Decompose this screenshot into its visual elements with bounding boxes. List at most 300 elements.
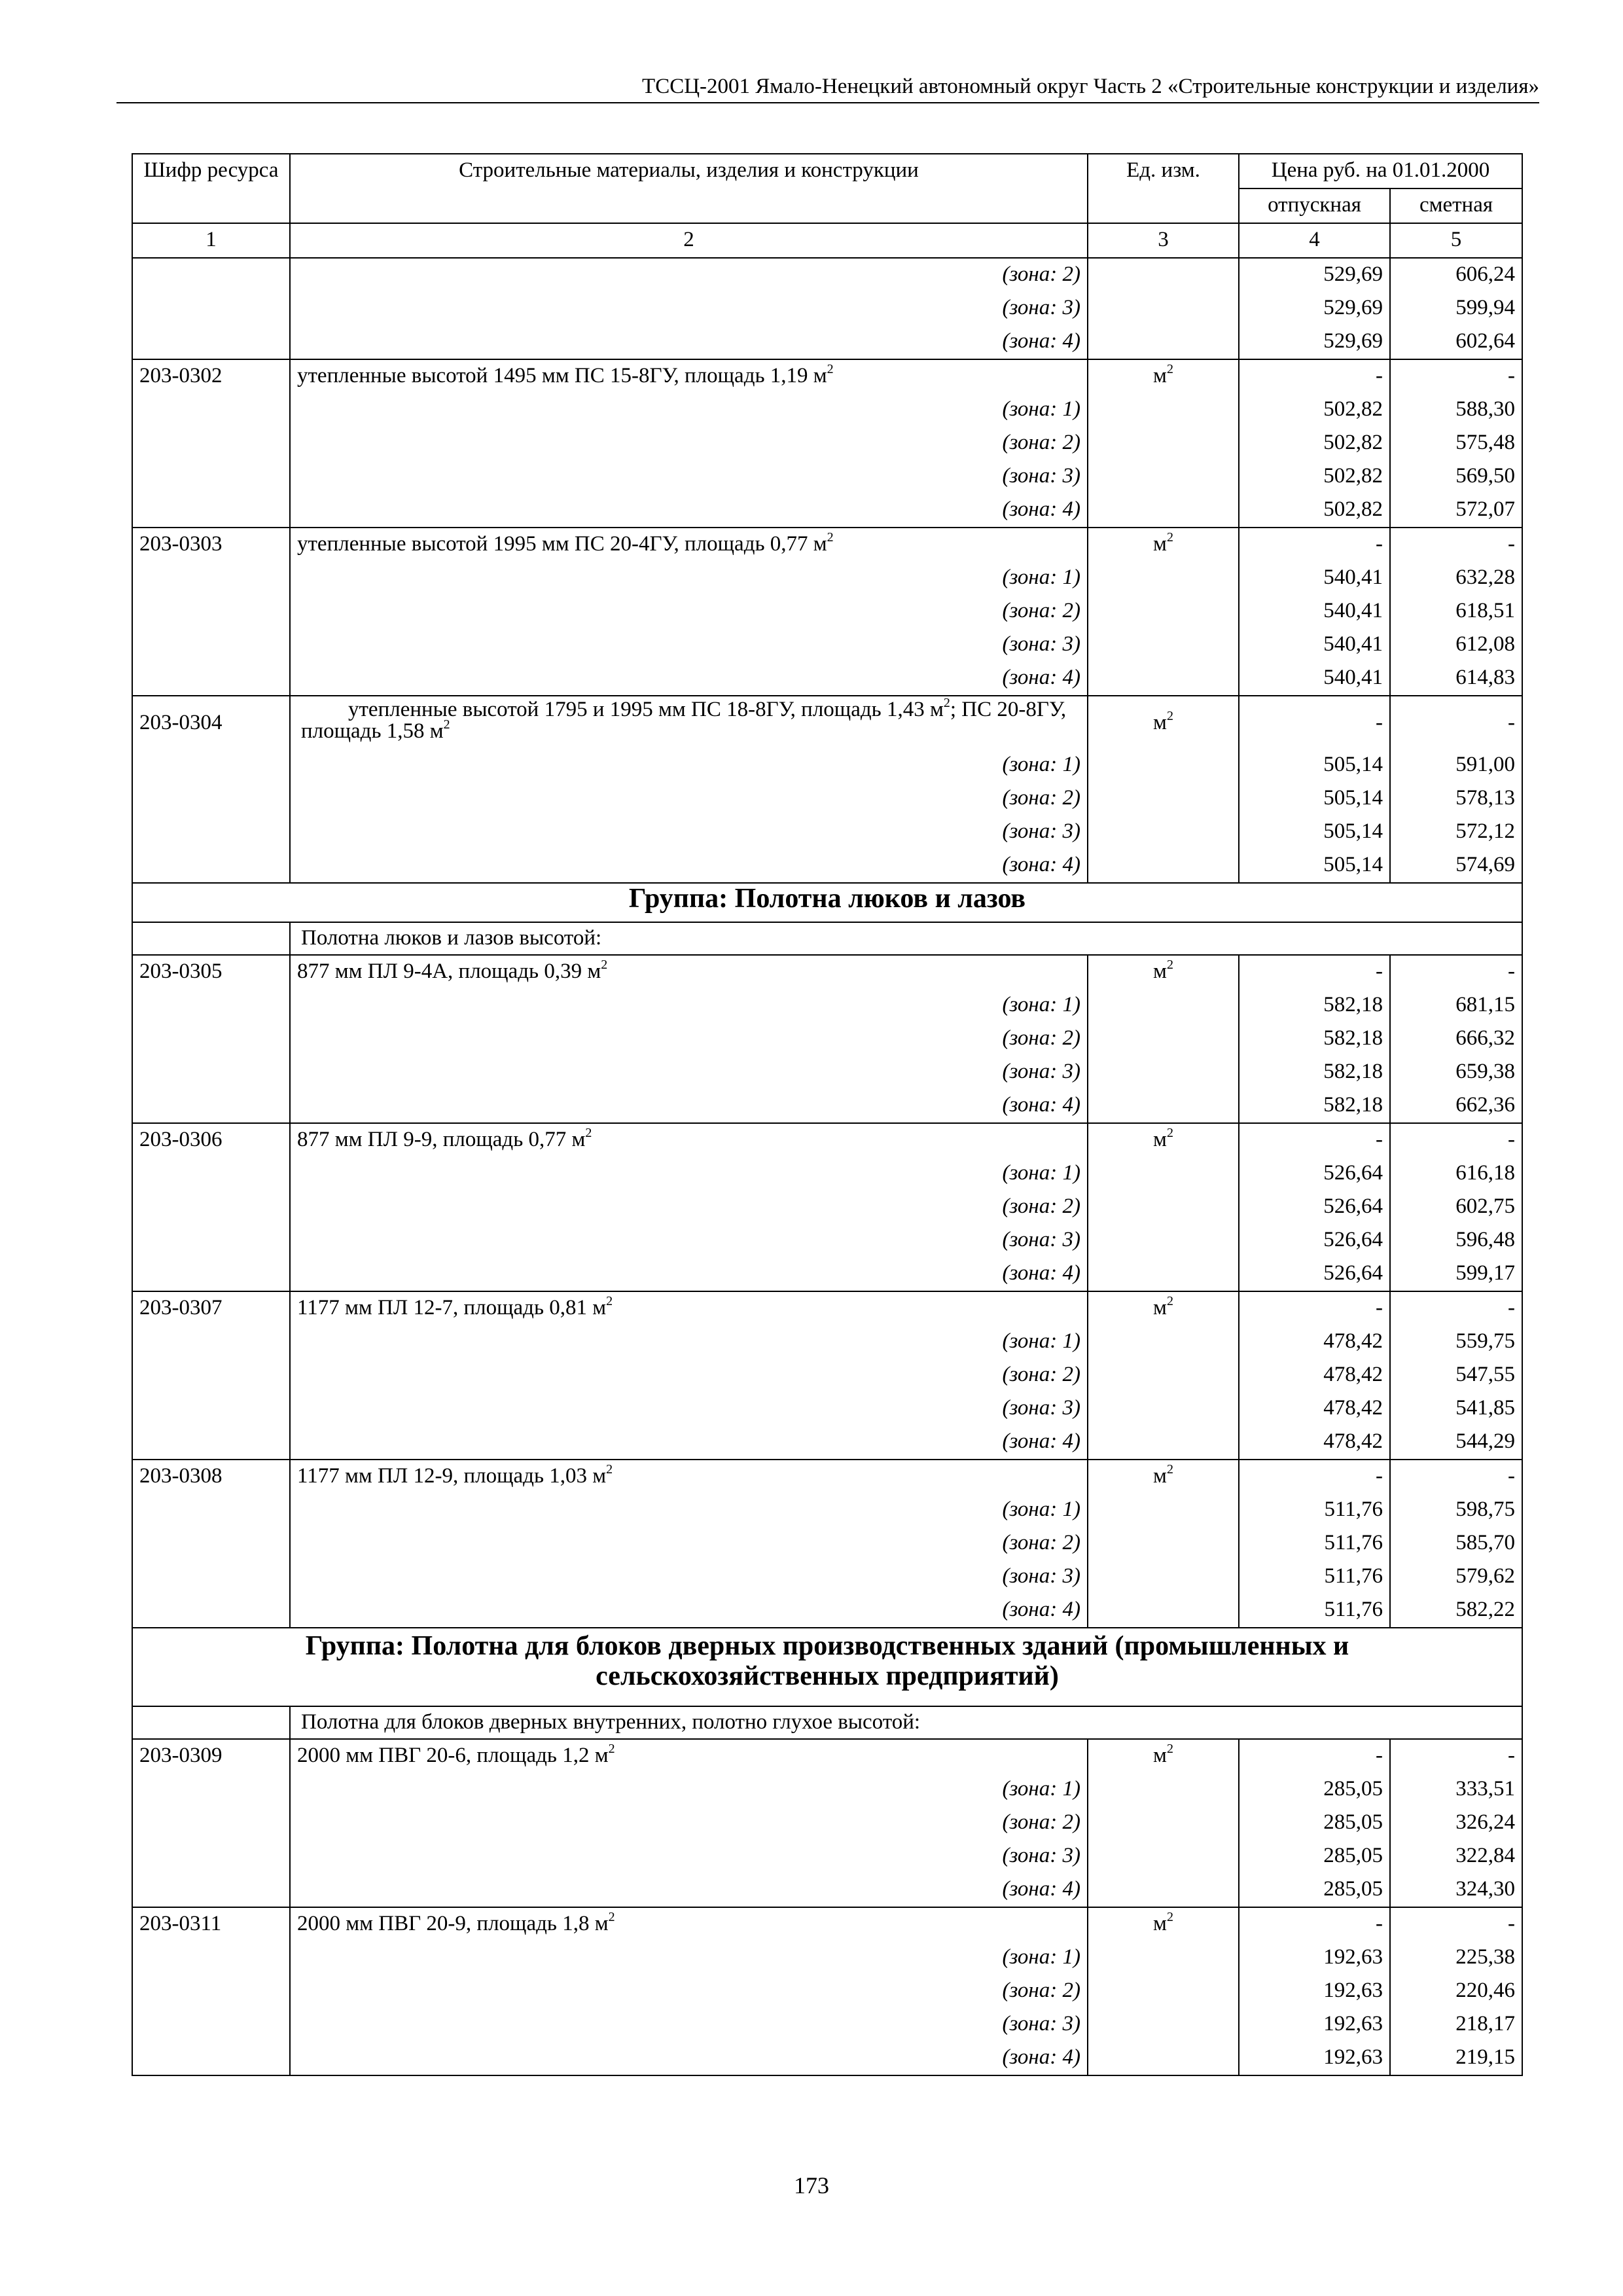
zone-label: (зона: 4) (290, 1426, 1088, 1460)
estimate-price: 225,38 (1390, 1941, 1522, 1975)
empty-cell (1088, 1191, 1239, 1224)
material-name: 2000 мм ПВГ 20-9, площадь 1,8 $м^2$ (290, 1907, 1088, 1941)
empty-cell (132, 1359, 290, 1392)
table-row (132, 955, 1522, 989)
empty-cell (132, 258, 290, 292)
table-row (132, 1426, 1522, 1460)
release-price: 502,82 (1239, 460, 1390, 493)
table-row (132, 1157, 1522, 1191)
resource-code: 203-0303 (132, 528, 290, 562)
empty-cell (1088, 1392, 1239, 1426)
estimate-price: 618,51 (1390, 595, 1522, 628)
table-row (132, 662, 1522, 696)
table-row (132, 1460, 1522, 1494)
resource-code: 203-0311 (132, 1907, 290, 1941)
estimate-price: 326,24 (1390, 1806, 1522, 1840)
column-number-row (132, 223, 1522, 258)
release-price: 540,41 (1239, 562, 1390, 595)
zone-label: (зона: 4) (290, 1257, 1088, 1291)
material-name: утепленные высотой 1995 мм ПС 20-4ГУ, площадь 0,77 $м^2$ (290, 528, 1088, 562)
table-row (132, 1494, 1522, 1527)
release-price: 502,82 (1239, 427, 1390, 460)
empty-cell (1088, 427, 1239, 460)
subgroup-row (132, 1706, 1522, 1739)
empty-cell (1088, 1325, 1239, 1359)
release-price: 478,42 (1239, 1392, 1390, 1426)
release-price: - (1239, 696, 1390, 749)
table-row (132, 816, 1522, 849)
items-section-a (132, 359, 1522, 696)
zone-label: (зона: 1) (290, 1157, 1088, 1191)
unit-of-measure: $м^2$ (1088, 528, 1239, 562)
empty-cell (132, 1157, 290, 1191)
table-row (132, 325, 1522, 359)
unit-of-measure: $м^2$ (1088, 359, 1239, 393)
empty-cell (1088, 595, 1239, 628)
unit-of-measure: $м^2$ (1088, 1739, 1239, 1773)
zone-label: (зона: 2) (290, 1359, 1088, 1392)
release-price: 505,14 (1239, 782, 1390, 816)
col-header-name: Строительные материалы, изделия и конструкции (290, 154, 1088, 223)
running-header: ТССЦ-2001 Ямало-Ненецкий автономный округ Часть 2 «Строительные конструкции и изделия» (116, 72, 1539, 103)
empty-cell (1088, 1224, 1239, 1257)
release-price: - (1239, 1460, 1390, 1494)
table-row (132, 1123, 1522, 1157)
table-row (132, 849, 1522, 883)
release-price: 505,14 (1239, 749, 1390, 782)
resource-code: 203-0304 (132, 696, 290, 749)
table-row (132, 1840, 1522, 1873)
estimate-price: 572,12 (1390, 816, 1522, 849)
release-price: - (1239, 1291, 1390, 1325)
zone-label: (зона: 3) (290, 816, 1088, 849)
estimate-price: - (1390, 1907, 1522, 1941)
col-header-release-price: отпускная (1239, 188, 1390, 223)
table-row (132, 782, 1522, 816)
empty-cell (132, 1873, 290, 1907)
empty-cell (132, 1426, 290, 1460)
release-price: - (1239, 359, 1390, 393)
empty-cell (1088, 628, 1239, 662)
estimate-price: 602,75 (1390, 1191, 1522, 1224)
continuation-rows (132, 258, 1522, 359)
empty-cell (132, 1392, 290, 1426)
estimate-price: 582,22 (1390, 1594, 1522, 1628)
zone-label: (зона: 3) (290, 1392, 1088, 1426)
empty-cell (132, 562, 290, 595)
column-number: 4 (1239, 223, 1390, 258)
empty-cell (132, 1941, 290, 1975)
empty-cell (1088, 1527, 1239, 1560)
zone-label: (зона: 3) (290, 2008, 1088, 2041)
zone-label: (зона: 4) (290, 2041, 1088, 2075)
zone-label: (зона: 1) (290, 1941, 1088, 1975)
zone-label: (зона: 3) (290, 1560, 1088, 1594)
estimate-price: 541,85 (1390, 1392, 1522, 1426)
table-row (132, 258, 1522, 292)
estimate-price: - (1390, 1460, 1522, 1494)
release-price: 511,76 (1239, 1527, 1390, 1560)
estimate-price: 219,15 (1390, 2041, 1522, 2075)
estimate-price: - (1390, 1123, 1522, 1157)
release-price: 285,05 (1239, 1873, 1390, 1907)
empty-cell (1088, 393, 1239, 427)
empty-cell (132, 1022, 290, 1056)
estimate-price: 547,55 (1390, 1359, 1522, 1392)
empty-cell (1088, 2041, 1239, 2075)
release-price: 192,63 (1239, 1941, 1390, 1975)
release-price: 478,42 (1239, 1426, 1390, 1460)
empty-cell (132, 1056, 290, 1089)
zone-label: (зона: 1) (290, 749, 1088, 782)
empty-cell (132, 1840, 290, 1873)
empty-cell (1088, 662, 1239, 696)
empty-cell (132, 989, 290, 1022)
empty-cell (1088, 1022, 1239, 1056)
table-row (132, 1392, 1522, 1426)
release-price: 582,18 (1239, 1022, 1390, 1056)
zone-label: (зона: 2) (290, 258, 1088, 292)
zone-label: (зона: 1) (290, 989, 1088, 1022)
release-price: 505,14 (1239, 816, 1390, 849)
table-row (132, 1089, 1522, 1123)
estimate-price: 632,28 (1390, 562, 1522, 595)
empty-cell (1088, 1594, 1239, 1628)
release-price: - (1239, 1739, 1390, 1773)
column-number: 3 (1088, 223, 1239, 258)
estimate-price: 591,00 (1390, 749, 1522, 782)
items-section-b (132, 955, 1522, 1628)
estimate-price: - (1390, 1739, 1522, 1773)
release-price: 505,14 (1239, 849, 1390, 883)
zone-label: (зона: 1) (290, 393, 1088, 427)
release-price: - (1239, 1123, 1390, 1157)
estimate-price: - (1390, 955, 1522, 989)
empty-cell (1088, 1494, 1239, 1527)
zone-label: (зона: 3) (290, 628, 1088, 662)
estimate-price: 324,30 (1390, 1873, 1522, 1907)
release-price: 526,64 (1239, 1257, 1390, 1291)
table-row (132, 1359, 1522, 1392)
zone-label: (зона: 1) (290, 1325, 1088, 1359)
zone-label: (зона: 2) (290, 595, 1088, 628)
table-row (132, 1873, 1522, 1907)
release-price: 285,05 (1239, 1773, 1390, 1806)
empty-cell (1088, 1257, 1239, 1291)
column-number: 2 (290, 223, 1088, 258)
table-row (132, 1560, 1522, 1594)
empty-cell (132, 1257, 290, 1291)
item-203-0304 (132, 696, 1522, 883)
zone-label: (зона: 4) (290, 1594, 1088, 1628)
items-section-c (132, 1739, 1522, 2075)
subgroup-row (132, 922, 1522, 955)
table-row (132, 1056, 1522, 1089)
zone-label: (зона: 4) (290, 849, 1088, 883)
empty-cell (1088, 1975, 1239, 2008)
empty-cell (132, 1975, 290, 2008)
release-price: 285,05 (1239, 1840, 1390, 1873)
zone-label: (зона: 4) (290, 325, 1088, 359)
zone-label: (зона: 1) (290, 1494, 1088, 1527)
release-price: 540,41 (1239, 595, 1390, 628)
estimate-price: 662,36 (1390, 1089, 1522, 1123)
table-row (132, 1022, 1522, 1056)
price-table (132, 153, 1523, 2076)
empty-cell (1088, 1840, 1239, 1873)
table-row (132, 2008, 1522, 2041)
estimate-price: - (1390, 359, 1522, 393)
release-price: 285,05 (1239, 1806, 1390, 1840)
table-row (132, 696, 1522, 749)
zone-label: (зона: 3) (290, 460, 1088, 493)
unit-of-measure: $м^2$ (1088, 1460, 1239, 1494)
resource-code: 203-0307 (132, 1291, 290, 1325)
release-price: 529,69 (1239, 258, 1390, 292)
empty-cell (132, 1494, 290, 1527)
table-row (132, 2041, 1522, 2075)
estimate-price: 602,64 (1390, 325, 1522, 359)
release-price: 192,63 (1239, 2041, 1390, 2075)
release-price: 511,76 (1239, 1594, 1390, 1628)
subgroup-title: Полотна для блоков дверных внутренних, полотно глухое высотой: (290, 1706, 1522, 1739)
empty-cell (1088, 460, 1239, 493)
table-row (132, 493, 1522, 528)
empty-cell (1088, 1560, 1239, 1594)
empty-cell (1088, 1157, 1239, 1191)
table-row (132, 1975, 1522, 2008)
release-price: - (1239, 955, 1390, 989)
group-heading-hatches (132, 883, 1522, 955)
estimate-price: - (1390, 696, 1522, 749)
table-row (132, 989, 1522, 1022)
estimate-price: 569,50 (1390, 460, 1522, 493)
material-name: утепленные высотой 1495 мм ПС 15-8ГУ, площадь 1,19 $м^2$ (290, 359, 1088, 393)
table-row (132, 1325, 1522, 1359)
unit-of-measure: $м^2$ (1088, 1123, 1239, 1157)
estimate-price: 614,83 (1390, 662, 1522, 696)
estimate-price: 598,75 (1390, 1494, 1522, 1527)
table-row (132, 427, 1522, 460)
estimate-price: 574,69 (1390, 849, 1522, 883)
column-number: 1 (132, 223, 290, 258)
empty-cell (132, 325, 290, 359)
zone-label: (зона: 4) (290, 662, 1088, 696)
material-name: утепленные высотой 1795 и 1995 мм ПС 18-8ГУ, площадь 1,43 $м^2$; ПС 20-8ГУ, площадь 1,58 $м^2$ (290, 696, 1088, 749)
unit-of-measure: $м^2$ (1088, 955, 1239, 989)
empty-cell (132, 628, 290, 662)
table-row (132, 292, 1522, 325)
estimate-price: 218,17 (1390, 2008, 1522, 2041)
table-row (132, 1527, 1522, 1560)
material-name: 2000 мм ПВГ 20-6, площадь 1,2 $м^2$ (290, 1739, 1088, 1773)
empty-cell (132, 393, 290, 427)
estimate-price: 333,51 (1390, 1773, 1522, 1806)
zone-label: (зона: 2) (290, 782, 1088, 816)
estimate-price: 220,46 (1390, 1975, 1522, 2008)
estimate-price: 599,94 (1390, 292, 1522, 325)
group-row (132, 883, 1522, 922)
estimate-price: 606,24 (1390, 258, 1522, 292)
table-row (132, 749, 1522, 782)
estimate-price: 322,84 (1390, 1840, 1522, 1873)
zone-label: (зона: 3) (290, 292, 1088, 325)
release-price: 540,41 (1239, 628, 1390, 662)
empty-cell (1088, 292, 1239, 325)
group-title: Группа: Полотна для блоков дверных производственных зданий (промышленных и сельскохозяйственных предприятий) (132, 1628, 1522, 1706)
zone-label: (зона: 3) (290, 1056, 1088, 1089)
empty-cell (132, 1806, 290, 1840)
zone-label: (зона: 2) (290, 1806, 1088, 1840)
table-row (132, 460, 1522, 493)
release-price: 478,42 (1239, 1325, 1390, 1359)
estimate-price: 659,38 (1390, 1056, 1522, 1089)
zone-label: (зона: 1) (290, 1773, 1088, 1806)
estimate-price: 579,62 (1390, 1560, 1522, 1594)
empty-cell (1088, 989, 1239, 1022)
table-row (132, 528, 1522, 562)
empty-cell (1088, 562, 1239, 595)
empty-cell (1088, 1806, 1239, 1840)
estimate-price: 544,29 (1390, 1426, 1522, 1460)
estimate-price: 585,70 (1390, 1527, 1522, 1560)
release-price: 582,18 (1239, 1056, 1390, 1089)
material-name: 877 мм ПЛ 9-9, площадь 0,77 $м^2$ (290, 1123, 1088, 1157)
table-row (132, 1257, 1522, 1291)
table-row (132, 628, 1522, 662)
estimate-price: 572,07 (1390, 493, 1522, 528)
resource-code: 203-0306 (132, 1123, 290, 1157)
subgroup-title: Полотна люков и лазов высотой: (290, 922, 1522, 955)
page-number: 173 (794, 2172, 829, 2198)
table-row (132, 1806, 1522, 1840)
unit-of-measure: $м^2$ (1088, 696, 1239, 749)
zone-label: (зона: 2) (290, 427, 1088, 460)
estimate-price: - (1390, 1291, 1522, 1325)
empty-cell (1088, 325, 1239, 359)
estimate-price: - (1390, 528, 1522, 562)
release-price: - (1239, 528, 1390, 562)
release-price: 502,82 (1239, 393, 1390, 427)
group-title: Группа: Полотна люков и лазов (132, 883, 1522, 922)
release-price: 478,42 (1239, 1359, 1390, 1392)
empty-cell (132, 2008, 290, 2041)
table-row (132, 1907, 1522, 1941)
resource-code: 203-0305 (132, 955, 290, 989)
estimate-price: 578,13 (1390, 782, 1522, 816)
release-price: 526,64 (1239, 1191, 1390, 1224)
table-row (132, 562, 1522, 595)
empty-cell (132, 595, 290, 628)
empty-cell (1088, 1089, 1239, 1123)
unit-of-measure: $м^2$ (1088, 1907, 1239, 1941)
empty-cell (132, 493, 290, 528)
zone-label: (зона: 2) (290, 1975, 1088, 2008)
estimate-price: 681,15 (1390, 989, 1522, 1022)
column-number: 5 (1390, 223, 1522, 258)
table-row (132, 393, 1522, 427)
estimate-price: 559,75 (1390, 1325, 1522, 1359)
resource-code: 203-0308 (132, 1460, 290, 1494)
zone-label: (зона: 2) (290, 1022, 1088, 1056)
estimate-price: 612,08 (1390, 628, 1522, 662)
empty-cell (1088, 1359, 1239, 1392)
release-price: 511,76 (1239, 1494, 1390, 1527)
release-price: 540,41 (1239, 662, 1390, 696)
empty-cell (1088, 1426, 1239, 1460)
empty-cell (132, 1325, 290, 1359)
empty-cell (1088, 1056, 1239, 1089)
empty-cell (132, 662, 290, 696)
empty-cell (132, 1560, 290, 1594)
release-price: 192,63 (1239, 1975, 1390, 2008)
release-price: 526,64 (1239, 1157, 1390, 1191)
table-row (132, 1191, 1522, 1224)
zone-label: (зона: 3) (290, 1840, 1088, 1873)
empty-cell (132, 427, 290, 460)
estimate-price: 596,48 (1390, 1224, 1522, 1257)
empty-cell (1088, 2008, 1239, 2041)
table-row (132, 1594, 1522, 1628)
empty-cell (132, 2041, 290, 2075)
table-row (132, 359, 1522, 393)
release-price: 526,64 (1239, 1224, 1390, 1257)
release-price: 529,69 (1239, 325, 1390, 359)
empty-cell (1088, 1941, 1239, 1975)
resource-code: 203-0309 (132, 1739, 290, 1773)
empty-cell (1088, 493, 1239, 528)
empty-cell (132, 1191, 290, 1224)
empty-cell (1088, 1873, 1239, 1907)
empty-cell (132, 292, 290, 325)
zone-label: (зона: 4) (290, 1089, 1088, 1123)
estimate-price: 588,30 (1390, 393, 1522, 427)
release-price: 529,69 (1239, 292, 1390, 325)
table-row (132, 1291, 1522, 1325)
zone-label: (зона: 4) (290, 1873, 1088, 1907)
release-price: 511,76 (1239, 1560, 1390, 1594)
table-row (132, 1941, 1522, 1975)
empty-cell (132, 1224, 290, 1257)
group-row (132, 1628, 1522, 1706)
table-row (132, 595, 1522, 628)
table-row (132, 1773, 1522, 1806)
empty-cell (132, 1773, 290, 1806)
unit-of-measure: $м^2$ (1088, 1291, 1239, 1325)
table-row (132, 1739, 1522, 1773)
empty-cell (1088, 1773, 1239, 1806)
estimate-price: 599,17 (1390, 1257, 1522, 1291)
col-header-price-group: Цена руб. на 01.01.2000 (1239, 154, 1522, 188)
zone-label: (зона: 2) (290, 1191, 1088, 1224)
zone-label: (зона: 2) (290, 1527, 1088, 1560)
material-name: 1177 мм ПЛ 12-7, площадь 0,81 $м^2$ (290, 1291, 1088, 1325)
empty-cell (1088, 258, 1239, 292)
group-heading-door-panels (132, 1628, 1522, 1739)
estimate-price: 616,18 (1390, 1157, 1522, 1191)
material-name: 877 мм ПЛ 9-4А, площадь 0,39 $м^2$ (290, 955, 1088, 989)
empty-cell (132, 1527, 290, 1560)
resource-code: 203-0302 (132, 359, 290, 393)
estimate-price: 575,48 (1390, 427, 1522, 460)
release-price: 502,82 (1239, 493, 1390, 528)
estimate-price: 666,32 (1390, 1022, 1522, 1056)
release-price: 192,63 (1239, 2008, 1390, 2041)
col-header-estimate-price: сметная (1390, 188, 1522, 223)
zone-label: (зона: 1) (290, 562, 1088, 595)
release-price: 582,18 (1239, 989, 1390, 1022)
empty-cell (132, 1594, 290, 1628)
